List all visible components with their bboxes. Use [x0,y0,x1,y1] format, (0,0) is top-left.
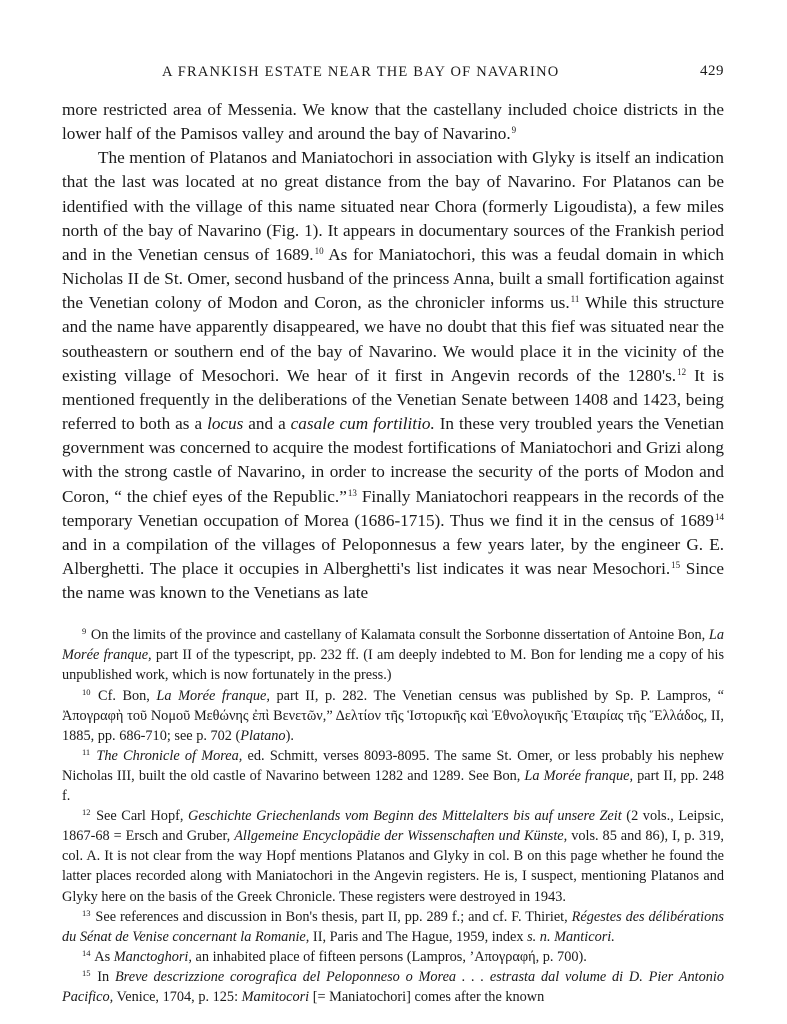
text-run: Finally Maniatochori reappears in the records of the temporary Venetian occupation of Morea (1686-1715). Thus we find it in the census of 1689 [62,486,724,530]
text-run: Since the name was known to the Venetians as late [62,558,724,603]
footnote-13 [62,907,724,947]
footnote-number: 12 [82,807,91,818]
text-run: and a [243,414,291,434]
italic-term: Platano [240,727,286,744]
footnote-ref[interactable]: 15 [671,559,681,570]
text-run: While this structure and the name have apparently disappeared, we have no doubt that this fief was situated near the southeastern or southern end of the bay of Navarino. We would place it in the vicinity of the existing village of Mesochori. We hear of it first in Angevin records of the 1280's. [62,293,724,385]
journal-page [62,62,724,1007]
text-run: and in a compilation of the villages of Peloponnesus a few years later, by the engineer G. E. Alberghetti. The place it occupies in Alberghetti's list indicates it was near Mesochori. [62,534,724,578]
text-run: vols. 85 and 86), I, p. 319, col. A. It is not clear from the way Hopf mentions Platanos and Glyky in col. B on this page whether he found the latter places recorded along with Maniatochori in the Angevin registers. He is, I suspect, mentioning Platanos and Glyky here on the basis of the Greek Chronicle. These registers were destroyed in 1943. [62,828,724,905]
text-run: ed. Schmitt, verses 8093-8095. The same St. Omer, or less probably his nephew Nicholas III, built the old castle of Navarino between 1282 and 1289. See Bon, [62,747,724,784]
italic-term: locus [207,414,244,434]
italic-title: Allgemeine Encyclopädie der Wissenschaften und Künste, [234,828,568,845]
page-number: 429 [700,63,724,79]
main-text [62,98,724,605]
text-run: [= Maniatochori] comes after the known [309,988,545,1005]
italic-term: s. n. Manticori. [527,928,615,945]
text-run: Cf. Bon, [91,687,157,704]
running-head-title: A FRANKISH ESTATE NEAR THE BAY OF NAVARINO [162,64,560,80]
text-run: In [91,968,115,985]
italic-title: La Morée franque, [156,687,270,704]
footnote-ref[interactable]: 13 [347,487,357,498]
text-run: See references and discussion in Bon's thesis, part II, pp. 289 f.; and cf. F. Thiriet, [91,908,572,925]
footnote-ref[interactable]: 12 [677,366,687,377]
text-run: an inhabited place of fifteen persons (Lampros, ’Απογραφή, p. 700). [191,948,587,965]
text-run: part II, p. 282. The Venetian census was published by Sp. P. Lampros, “ Ἀπογραφὴ τοῦ Νομοῦ Μεθώνης ἐπὶ Βενετῶν,” Δελτίον τῆς Ἱστορικῆς καὶ Ἐθνολογικῆς Ἑταιρίας τῆς Ἕλλάδος, II, 1885, pp. 686-710; see p. 702 ( [62,687,724,744]
footnote-11 [62,746,724,806]
footnote-15 [62,967,724,1007]
paragraph [62,98,724,146]
text-run: (2 vols., Leipsic, 1867-68 = Ersch and Gruber, [62,808,724,845]
footnotes [62,625,724,1007]
italic-title: La Morée franque, [62,627,724,664]
footnote-12 [62,806,724,906]
text-run: As for Maniatochori, this was a feudal domain in which Nicholas II de St. Omer, second husband of the princess Anna, built a small fortification against the Venetian colony of Modon and Coron, as the chronicler informs us. [62,244,724,313]
text-run: ). [285,727,294,744]
text-run: part II, pp. 248 f. [62,767,724,805]
footnote-14 [62,947,724,967]
paragraph [62,146,724,605]
footnote-ref[interactable]: 10 [314,245,324,256]
text-run: Venice, 1704, p. 125: [113,988,242,1005]
footnote-ref[interactable]: 9 [511,125,517,136]
italic-term: Manctoghori, [113,948,192,965]
text-run: On the limits of the province and castellany of Kalamata consult the Sorbonne dissertation of Antoine Bon, [87,627,709,644]
italic-title: Régestes des délibérations du Sénat de Venise concernant la Romanie, [62,908,724,945]
footnote-ref[interactable]: 11 [570,294,580,305]
italic-title: Breve descrizzione corografica del Peloponneso o Morea . . . estrasta dal volume di D. Pier Antonio Pacifico, [62,968,724,1005]
italic-title: La Morée franque, [524,767,634,784]
footnote-number: 13 [82,907,91,918]
text-run: See Carl Hopf, [91,808,189,825]
text-run: II, Paris and The Hague, 1959, index [309,928,528,945]
running-head [62,62,724,88]
text-run: The mention of Platanos and Maniatochori in association with Glyky is itself an indication that the last was located at no great distance from the bay of Navarino. For Platanos can be identified with the village of this name situated near Chora (formerly Ligoudista), a few miles north of the bay of Navarino (Fig. 1). It appears in documentary sources of the Frankish period and in the Venetian census of 1689. [62,148,724,264]
footnote-number: 14 [82,947,91,958]
footnote-number: 9 [82,626,87,637]
footnote-number: 10 [82,686,91,697]
text-run: part II of the typescript, pp. 232 ff. (I am deeply indebted to M. Bon for lending me a copy of his unpublished work, which is now fortunately in the press.) [62,647,725,684]
text-run: It is mentioned frequently in the deliberations of the Venetian Senate between 1408 and 1423, being referred to both as a [62,365,725,434]
italic-term: Mamitocori [241,988,310,1005]
italic-title: Geschichte Griechenlands vom Beginn des Mittelalters bis auf unsere Zeit [188,808,622,825]
text-run: As [91,948,114,965]
footnote-10 [62,686,724,746]
text-run: more restricted area of Messenia. We know that the castellany included choice districts in the lower half of the Pamisos valley and around the bay of Navarino. [62,100,724,144]
footnote-9 [62,625,724,685]
text-run: In these very troubled years the Venetian government was concerned to acquire the modest fortifications of Maniatochori and Grizi along with the strong castle of Navarino, in order to increase the security of the ports of Modon and Coron, “ the chief eyes of the Republic.” [62,414,725,506]
footnote-number: 15 [82,967,91,978]
italic-term: casale cum fortilitio. [290,414,435,434]
footnote-number: 11 [82,746,91,757]
italic-title: The Chronicle of Morea, [96,747,243,764]
footnote-ref[interactable]: 14 [715,511,724,522]
